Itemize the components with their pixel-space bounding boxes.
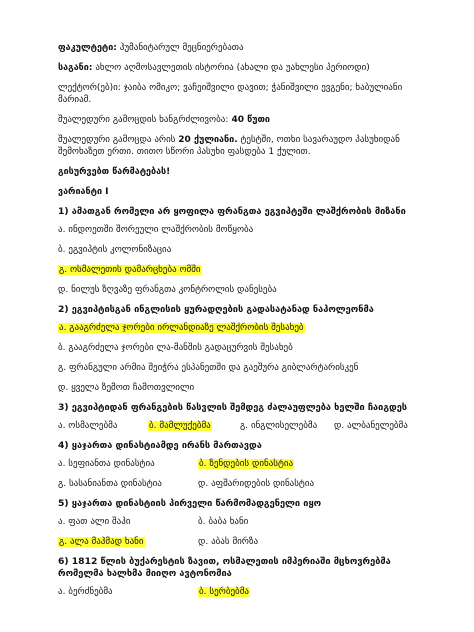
q4-option-b-correct: ბ. ზენდების დინასტია — [199, 459, 294, 469]
faculty-label: ფაკულტეტი: — [58, 43, 117, 53]
wish-text: გისურვებთ წარმატებას! — [58, 167, 171, 177]
q3-option-d: დ. ალბანელებმა — [334, 421, 408, 431]
q4-option-c: გ. სასანიანთა დინასტია — [58, 479, 162, 489]
subject-line — [58, 62, 434, 74]
q5-options-row-2 — [58, 536, 434, 548]
q2-option-b: ბ. გააგრძელა ჯორები ლა-მანშის გადაცურვის შესახებ — [58, 343, 293, 353]
question-4: 4) ყაჯართა დინასტიამდე ირანს მართავდა — [58, 440, 262, 451]
q5-option-c-correct: გ. ალა მაჰმად ხანი — [59, 537, 144, 547]
q2-option-a-correct: ა. გააგრძელა ჯორები ირლანდიაზე ლაშქრობის შესახებ — [59, 323, 304, 333]
lecturers-line — [58, 82, 434, 106]
q1-option-d: დ. ნილუს ზღვაზე ფრანგთა კონტროლის დანესება — [58, 285, 277, 295]
question-1: 1) ამათგან რომელი არ ყოფილა ფრანგთა ეგვიპტეში ლაშქრობის მიზანი — [58, 206, 406, 217]
faculty-line — [58, 42, 434, 54]
q3-option-a: ა. ოსმალებმა — [58, 421, 118, 431]
points-value: 20 ქულიანი. — [178, 135, 238, 145]
duration-value: 40 წუთი — [228, 115, 271, 125]
variant-title: ვარიანტი I — [58, 187, 109, 197]
points-text-before: შუალედური გამოცდა არის — [58, 135, 179, 145]
points-line — [58, 134, 434, 158]
q3-option-c: გ. ინგლისელებმა — [240, 421, 318, 431]
q5-option-d: დ. აბას მირზა — [198, 537, 259, 547]
q2-option-c: გ. ფრანგული არმია შეიჭრა ესპანეთში და გაეშურა გიბლარტარისკენ — [58, 363, 359, 373]
q6-options-row-1 — [58, 586, 434, 598]
lecturers-label: ლექტორ(ებ)ი: — [58, 83, 121, 93]
q4-options-row-2 — [58, 478, 434, 490]
q6-option-b-correct: ბ. სერბებმა — [199, 587, 249, 597]
q1-option-c-correct: გ. ოსმალეთის დამარცხება ომში — [59, 265, 201, 275]
question-5: 5) ყაჯართა დინასტიის პირველი წარმომადგენელი იყო — [58, 498, 322, 509]
q6-option-a: ა. ბერძნებმა — [58, 587, 113, 597]
subject-value: ახლო აღმოსავლეთის ისტორია (ახალი და უახლესი პერიოდი) — [92, 63, 370, 73]
duration-line — [58, 114, 434, 126]
points-text-after: ტესტში, ოთხი სავარაუდო პასუხიდან შემოხაზეთ ერთი. თითო სწორი პასუხი ფასდება 1 ქულით. — [58, 135, 400, 157]
question-3: 3) ეგვიპტიდან ფრანგების წასვლის შემდეგ ძალაუფლება ხელში ჩაიგდეს — [58, 402, 408, 413]
question-6: 6) 1812 წლის ბუქარესტის ზავით, ოსმალეთის იმპერიაში მცხოვრებმა რომელმა ხალხმა მიიღო ავტონომია — [58, 556, 391, 579]
q1-option-a: ა. ინდოეთში შორეული ლაშქრობის მოწყობა — [58, 225, 254, 235]
q4-option-a: ა. სეფიანთა დინასტია — [58, 459, 155, 469]
subject-label: საგანი: — [58, 63, 93, 73]
q5-option-a: ა. ფათ ალი შაჰი — [58, 517, 131, 527]
q4-options-row-1 — [58, 458, 434, 470]
faculty-value: ჰუმანიტარულ მეცნიერებათა — [116, 43, 244, 53]
q5-option-b: ბ. ბაბა ხანი — [198, 517, 249, 527]
q2-option-d: დ. ყველა ზემოთ ჩამოთვლილი — [58, 383, 195, 393]
question-2: 2) ეგვიპტისგან ინგლისის ყურადღების გადასატანად ნაპოლეონმა — [58, 304, 374, 315]
lecturers-value: ჯაიბა ომიკო; ვაჩეიშვილი დავით; ჭანიშვილი ევგენი; ხაბულიანი მარიამ. — [58, 83, 403, 105]
q3-option-b-correct: ბ. მამლუქებმა — [149, 421, 211, 431]
q4-option-d: დ. აფშარიდების დინასტია — [198, 479, 315, 489]
duration-label: შუალედური გამოცდის ხანგრძლივობა: — [58, 115, 229, 125]
q5-options-row-1 — [58, 516, 434, 528]
q3-options-row — [58, 420, 434, 432]
q1-option-b: ბ. ეგვიპტის კოლონიზაცია — [58, 245, 172, 255]
